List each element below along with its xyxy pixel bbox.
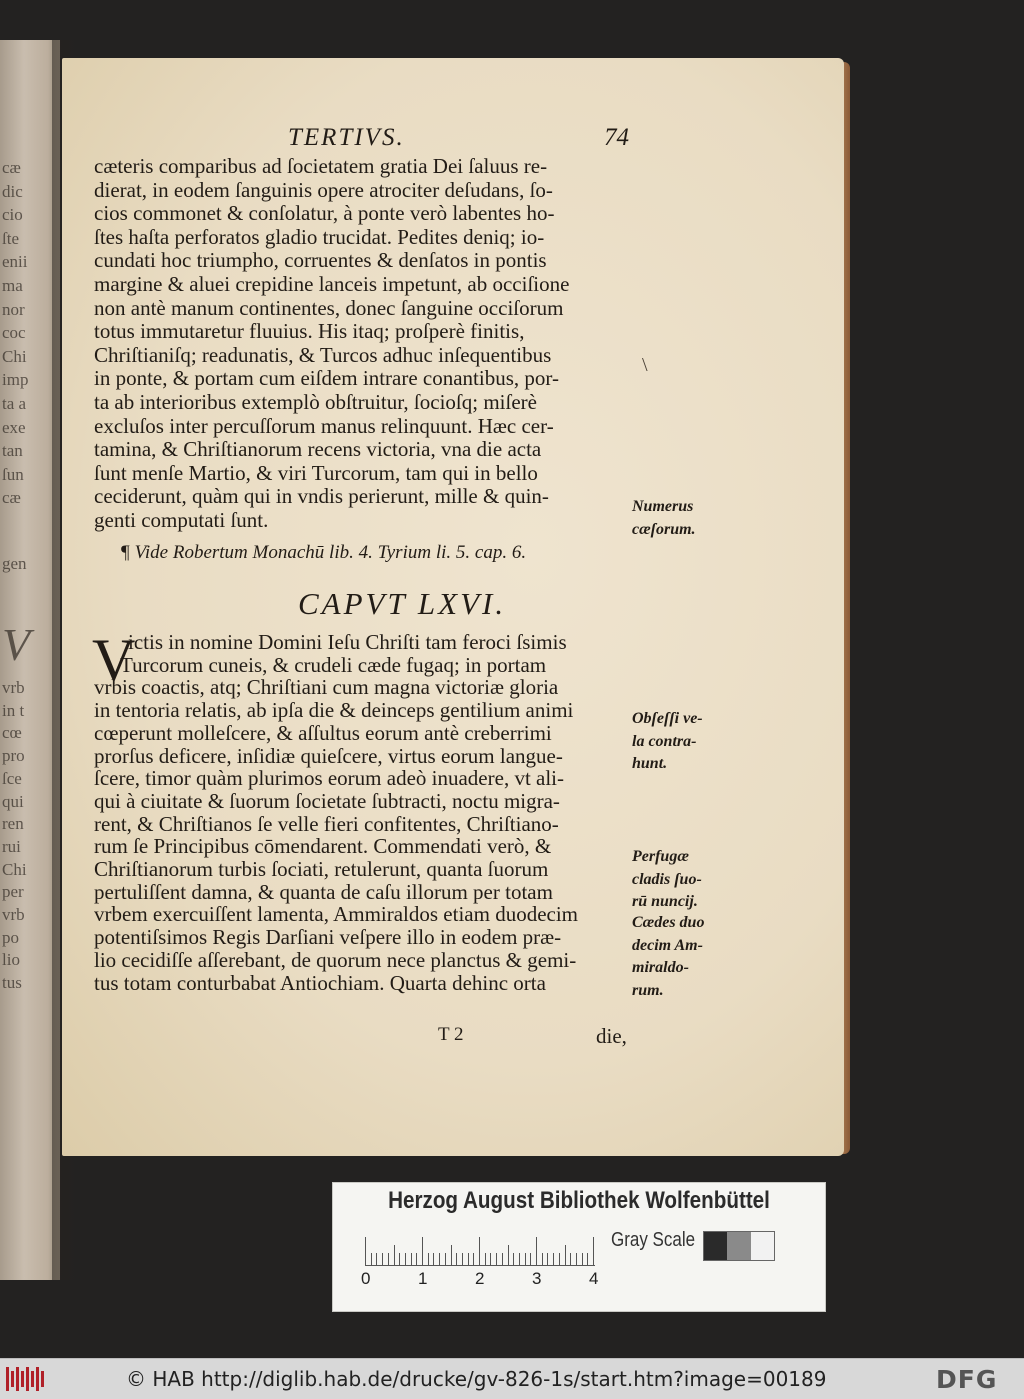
ruler-tick <box>365 1237 366 1265</box>
ruler-label: 4 <box>589 1269 599 1288</box>
gray-patch <box>704 1232 727 1260</box>
ruler-tick <box>496 1253 497 1265</box>
text-line: totus immutaretur fluuius. His itaq; proſperè finitis, <box>94 319 525 344</box>
facing-page-text <box>0 40 60 1280</box>
chapter-initial: V <box>92 627 136 693</box>
text-line: cios commonet & conſolatur, à ponte verò labentes ho- <box>94 201 555 226</box>
facing-text-fragment: vrb <box>2 905 25 924</box>
facing-text-fragment: imp <box>2 370 29 390</box>
ruler-tick <box>451 1245 452 1265</box>
facing-text-fragment: po <box>2 927 19 947</box>
text-line: cundati hoc triumpho, corruentes & denſatos in pontis <box>94 248 547 273</box>
text-line: potentiſsimos Regis Darſiani veſpere illo in eodem præ- <box>94 925 562 950</box>
text-line: pertuliſſent damna, & quanta de caſu illorum per totam <box>94 879 553 904</box>
running-title: TERTIVS. <box>288 124 405 151</box>
text-line: lio cecidiſſe aſſerebant, de quorum nece planctus & gemi- <box>94 947 577 972</box>
margin-note-line: miraldo- <box>632 959 689 977</box>
text-line: in ponte, & portam cum eiſdem intrare conantibus, por- <box>94 366 559 391</box>
color-target-card <box>332 1182 826 1312</box>
facing-page-left <box>0 40 60 1280</box>
hab-logo-icon <box>6 1367 46 1391</box>
margin-note-line: hunt. <box>632 755 668 773</box>
ruler-label: 3 <box>532 1269 542 1288</box>
ruler-tick <box>508 1245 509 1265</box>
facing-text-fragment: ma <box>2 276 23 295</box>
gray-scale-label: Gray Scale <box>611 1229 696 1251</box>
ruler-tick <box>399 1253 400 1265</box>
facing-text-fragment: cio <box>2 205 23 225</box>
margin-note-line: la contra- <box>632 732 697 750</box>
margin-note-line: Numerus <box>632 498 694 515</box>
ruler-tick <box>428 1253 429 1265</box>
facing-text-fragment: cæ <box>2 158 21 177</box>
text-line: vrbis coactis, atq; Chriſtiani cum magna victoriæ gloria <box>94 675 559 700</box>
library-name: Herzog August Bibliothek Wolfenbüttel <box>388 1187 770 1214</box>
facing-text-fragment: in t <box>2 700 25 720</box>
ruler-tick <box>587 1253 588 1265</box>
ruler-tick <box>490 1253 491 1265</box>
dfg-logo: DFG <box>936 1365 998 1394</box>
text-line: rent, & Chriſtianos ſe velle fieri confitentes, Chriſtiano- <box>94 811 559 836</box>
ruler-tick <box>565 1245 566 1265</box>
ruler-tick <box>462 1253 463 1265</box>
footer-bar <box>0 1358 1024 1399</box>
text-line: excluſos inter percuſſorum manus relinquunt. Hæc cer- <box>94 413 554 438</box>
margin-note-line: rū nuncij. <box>632 893 698 911</box>
ruler-tick <box>519 1253 520 1265</box>
text-line: tamina, & Chriſtianorum recens victoria, vna die acta <box>94 437 542 462</box>
text-line: non antè manum continentes, donec ſanguine occiſorum <box>94 295 564 320</box>
facing-text-fragment: ta a <box>2 394 27 413</box>
facing-text-fragment: ſte <box>2 228 19 248</box>
text-line: ta ab interioribus extemplò obſtruitur, ſocioſq; miſerè <box>94 390 537 414</box>
ruler-tick <box>570 1253 571 1265</box>
margin-note-line: Perfugæ <box>632 848 689 865</box>
chapter-heading: CAPVT LXVI. <box>298 586 507 621</box>
text-line: tus totam conturbabat Antiochiam. Quarta dehinc orta <box>94 970 546 995</box>
reference-note: ¶ Vide Robertum Monachū lib. 4. Tyrium li. 5. cap. 6. <box>120 542 527 563</box>
facing-text-fragment: ſun <box>2 464 24 484</box>
facing-text-fragment: tus <box>2 973 22 993</box>
facing-text-fragment: tan <box>2 441 23 461</box>
stray-mark: \ <box>642 354 648 376</box>
text-line: ceciderunt, quàm qui in vndis perierunt, mille & quin- <box>94 484 549 509</box>
text-line: Turcorum cuneis, & crudeli cæde fugaq; in portam <box>120 652 547 677</box>
text-line: margine & aluei crepidine lanceis impetunt, ab occiſione <box>94 272 570 296</box>
ruler-tick <box>542 1253 543 1265</box>
facing-text-fragment: gen <box>2 554 27 573</box>
facing-text-fragment: ren <box>2 814 24 834</box>
ruler-tick <box>411 1253 412 1265</box>
facing-text-fragment: enii <box>2 252 28 272</box>
ruler-tick <box>405 1253 406 1265</box>
facing-text-fragment: dic <box>2 181 23 201</box>
text-line: Chriſtianiſq; readunatis, & Turcos adhuc inſequentibus <box>94 342 552 367</box>
facing-text-fragment: nor <box>2 299 25 319</box>
text-line: vrbem exercuiſſent lamenta, Ammiraldos etiam duodecim <box>94 902 579 927</box>
facing-text-fragment: V <box>2 619 31 670</box>
ruler-tick <box>525 1253 526 1265</box>
margin-note-line: cæſorum. <box>632 521 696 538</box>
page-number: 74 <box>604 124 629 151</box>
ruler-tick <box>473 1253 474 1265</box>
ruler-label: 1 <box>418 1269 428 1288</box>
ruler-tick <box>547 1253 548 1265</box>
facing-text-fragment: coc <box>2 323 26 343</box>
gray-scale-patches <box>703 1231 775 1261</box>
margin-note-line: Cædes duo <box>632 914 705 931</box>
text-line: rum ſe Principibus cōmendarent. Commendati verò, & <box>94 834 552 859</box>
text-line: qui à ciuitate & ſuorum ſocietate ſubtracti, noctu migra- <box>94 788 560 813</box>
ruler-tick <box>416 1253 417 1265</box>
ruler-tick <box>576 1253 577 1265</box>
margin-note-line: decim Am- <box>632 936 703 954</box>
text-line: cœperunt molleſcere, & aſſultus eorum antè creberrimi <box>94 720 552 745</box>
facing-text-fragment: vrb <box>2 678 25 697</box>
text-line: prorſus deficere, inſidiæ quieſcere, virtus eorum langue- <box>94 743 563 768</box>
scale-ruler <box>365 1237 595 1266</box>
gray-patch <box>727 1232 750 1260</box>
footer-credit-link[interactable]: © HAB http://diglib.hab.de/drucke/gv-826-1s/start.htm?image=00189 <box>126 1367 827 1391</box>
ruler-tick <box>456 1253 457 1265</box>
ruler-tick <box>371 1253 372 1265</box>
facing-text-fragment: rui <box>2 836 21 856</box>
catchword: die, <box>596 1024 627 1048</box>
ruler-tick <box>439 1253 440 1265</box>
ruler-tick <box>433 1253 434 1265</box>
ruler-tick <box>422 1237 423 1265</box>
ruler-tick <box>376 1253 377 1265</box>
gray-patch <box>751 1232 774 1260</box>
margin-note-line: rum. <box>632 982 664 1000</box>
facing-text-fragment: lio <box>2 950 20 970</box>
ruler-tick <box>382 1253 383 1265</box>
ruler-tick <box>593 1237 594 1265</box>
margin-note-line: Obſeſſi ve- <box>632 710 703 727</box>
ruler-label: 0 <box>361 1269 371 1288</box>
ruler-tick <box>445 1253 446 1265</box>
margin-note-line: cladis ſuo- <box>632 870 702 888</box>
facing-text-fragment: qui <box>2 791 24 811</box>
text-line: genti computati ſunt. <box>94 508 269 532</box>
ruler-tick <box>485 1253 486 1265</box>
ruler-tick <box>553 1253 554 1265</box>
ruler-tick <box>582 1253 583 1265</box>
ruler-tick <box>513 1253 514 1265</box>
text-line: cæteris comparibus ad ſocietatem gratia Dei ſaluus re- <box>94 154 548 178</box>
facing-text-fragment: cæ <box>2 488 21 508</box>
ruler-tick <box>394 1245 395 1265</box>
ruler-tick <box>468 1253 469 1265</box>
text-line: Chriſtianorum turbis ſociati, retulerunt, quanta ſuorum <box>94 857 549 881</box>
ruler-label: 2 <box>475 1269 485 1288</box>
text-line: ictis in nomine Domini Ieſu Chriſti tam feroci ſsimis <box>128 630 567 654</box>
text-line: dierat, in eodem ſanguinis opere atrociter deſudans, ſo- <box>94 177 553 202</box>
text-line: ſunt menſe Martio, & viri Turcorum, tam qui in bello <box>94 460 538 485</box>
ruler-tick <box>479 1237 480 1265</box>
text-line: ſcere, timor quàm plurimos eorum adeò inuadere, vt ali- <box>94 766 565 791</box>
facing-text-fragment: per <box>2 882 24 902</box>
facing-text-fragment: Chi <box>2 346 27 366</box>
text-line: in tentoria relatis, ab ipſa die & deinceps gentilium animi <box>94 698 574 723</box>
ruler-tick <box>502 1253 503 1265</box>
facing-text-fragment: exe <box>2 417 26 437</box>
text-line: ſtes haſta perforatos gladio trucidat. Pedites deniq; io- <box>94 224 545 249</box>
ruler-tick <box>536 1237 537 1265</box>
facing-text-fragment: pro <box>2 746 25 766</box>
facing-text-fragment: Chi <box>2 859 27 879</box>
facing-text-fragment: cœ <box>2 723 22 743</box>
ruler-tick <box>388 1253 389 1265</box>
ruler-tick <box>559 1253 560 1265</box>
book-page <box>62 58 844 1156</box>
facing-text-fragment: ſce <box>2 768 22 788</box>
ruler-tick <box>530 1253 531 1265</box>
signature-mark: T 2 <box>438 1024 464 1045</box>
